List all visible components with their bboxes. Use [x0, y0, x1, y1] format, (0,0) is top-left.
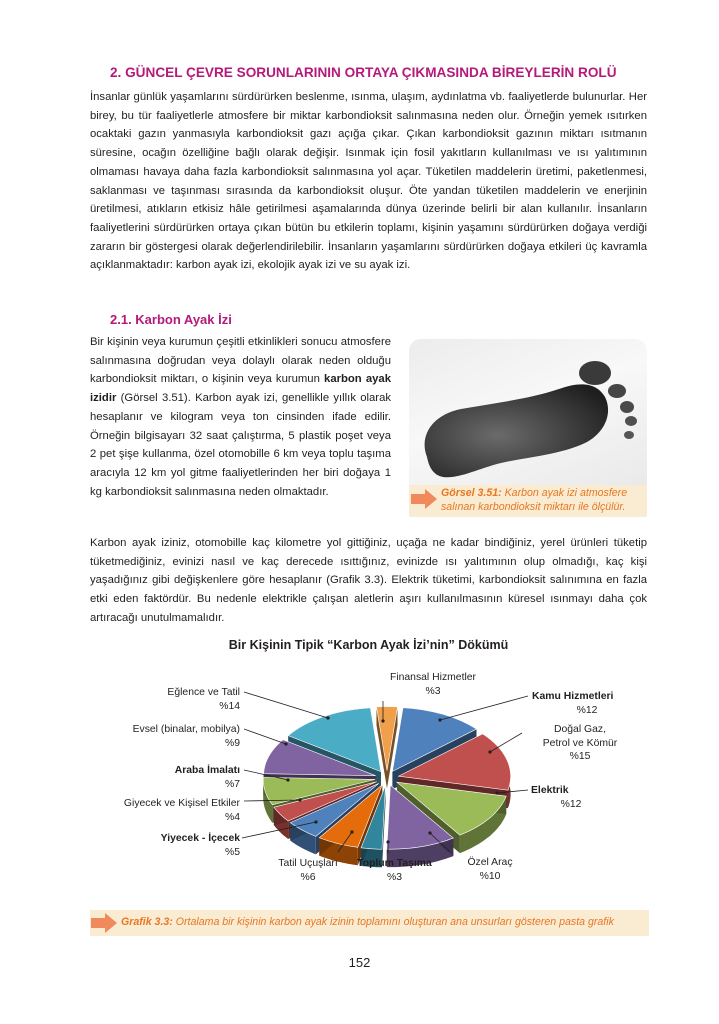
pie-leader-arrow [326, 716, 329, 719]
pie-label-percent: %12 [576, 704, 598, 716]
pie-label-name: Kamu Hizmetleri [532, 691, 614, 702]
pie-label-name: Tatil Uçuşları [278, 858, 338, 869]
pie-leader-arrow [381, 719, 384, 722]
pie-leader-line [244, 729, 286, 744]
pie-label-percent: %15 [569, 751, 591, 762]
chart-caption-text: Ortalama bir kişinin karbon ayak izinin toplamını oluşturan ana unsurları gösteren pasta grafik [175, 916, 614, 928]
pie-label-percent: %7 [224, 778, 240, 790]
pie-label-6 [268, 857, 348, 884]
pie-label-name: Özel Araç [467, 857, 513, 868]
subsection-heading: 2.1. Karbon Ayak İzi [110, 312, 232, 327]
pie-label-1 [532, 690, 642, 717]
pie-label-5 [347, 857, 442, 884]
paragraph-2-bold: karbon ayak izidir [90, 373, 392, 405]
pie-label-name: Doğal Gaz, [554, 724, 606, 735]
pie-label-10 [100, 723, 240, 750]
pie-label-name: Giyecek ve Kişisel Etkiler [123, 798, 240, 809]
pie-label-name: Elektrik [531, 785, 569, 796]
figure-caption-text: Karbon ayak izi atmosfere salınan karbondioksit miktarı ile ölçülür. [441, 487, 628, 513]
pie-leader-arrow [438, 718, 441, 721]
pie-label-3 [531, 784, 611, 811]
pie-label-percent: %4 [224, 811, 240, 823]
figure-caption-label: Görsel 3.51: [441, 487, 502, 499]
paragraph-2-after: (Görsel 3.51). Karbon ayak izi, genellikle yıllık olarak hesaplanır ve kilogram veya ton cinsinden ifade edilir. Örneğin bilgisayarı 32 saat çalıştırma, 5 plastik poşet veya 2 pet şişe kullanma, özel otomobille 6 km veya toplu taşıma aracıyla 12 km yol gitme faaliyetlerinden her biri doğaya 1 kg karbondioksit salınmasına neden olmaktadır. [90, 392, 391, 498]
pie-label-percent: %9 [224, 737, 240, 749]
pie-leader-arrow [428, 831, 431, 834]
pie-leader-arrow [298, 798, 301, 801]
pie-label-2 [520, 723, 640, 764]
pie-label-percent: %12 [560, 798, 582, 810]
page-number: 152 [348, 955, 371, 970]
pie-leader-arrow [488, 750, 491, 753]
arrow-icon [91, 913, 117, 933]
pie-leader-arrow [284, 742, 287, 745]
paragraph-calculation: Karbon ayak iziniz, otomobille kaç kilometre yol gittiğiniz, uçağa ne kadar bindiğiniz, yerel ürünleri tüketip tüketmediğiniz, evinizi nasıl ve kaç derecede ısıttığınız, evinizde ısı yalıtımının olup olmadığı, kaç kişi yaşadığınız gibi değişkenlere göre hesaplanır (Grafik 3.3). Elektrik tüketimi, karbondioksit salınımına en fazla etki eden faktördür. Bu nedenle elektrikle çalışan aletlerin aşırı kullanılmasının küresel ısınmayı daha çok artıracağı unutulmamalıdır. [90, 537, 647, 624]
pie-leader-arrow [314, 820, 317, 823]
pie-label-name: Evsel (binalar, mobilya) [132, 724, 240, 735]
chart-caption [121, 916, 646, 928]
pie-label-name: Petrol ve Kömür [542, 737, 618, 749]
pie-leader-arrow [286, 778, 289, 781]
pie-label-name: Eğlence ve Tatil [167, 687, 240, 698]
pie-leader-arrow [386, 840, 389, 843]
pie-label-name: Finansal Hizmetler [389, 672, 477, 683]
pie-label-percent: %3 [386, 871, 403, 883]
paragraph-2-before: Bir kişinin veya kurumun çeşitli etkinlikleri sonucu atmosfere salınmasına doğrudan veya dolaylı olarak neden olduğu karbondioksit miktarı, o kişinin veya kurumun [90, 336, 391, 386]
pie-label-percent: %3 [425, 685, 441, 697]
pie-label-11 [120, 686, 240, 713]
chart-title: Bir Kişinin Tipik “Karbon Ayak İzi’nin” Dökümü [228, 638, 509, 652]
pie-leader-line [440, 696, 528, 720]
pie-label-percent: %6 [300, 871, 316, 883]
pie-label-9 [140, 764, 240, 791]
pie-label-percent: %14 [219, 700, 240, 712]
pie-leader-arrow [495, 791, 498, 794]
pie-label-0 [373, 671, 493, 698]
pie-label-name: Yiyecek - İçecek [160, 833, 240, 844]
pie-leader-line [490, 733, 522, 752]
pie-label-7 [150, 832, 240, 859]
pie-label-name: Araba İmalatı [174, 765, 240, 776]
pie-label-percent: %10 [479, 870, 501, 882]
pie-label-percent: %5 [224, 846, 240, 858]
pie-label-8 [95, 797, 240, 824]
pie-leader-arrow [350, 830, 353, 833]
paragraph-intro: İnsanlar günlük yaşamlarını sürdürürken beslenme, ısınma, ulaşım, aydınlatma vb. faaliyetlerde bulunurlar. Her birey, bu tür faaliyetlerle atmosfere bir miktar karbondioksit salınmasına neden olur. Örneğin yemek ısıtırken ocaktaki gazın yanmasıyla karbondioksit gazı açığa çıkar. Çıkan karbondioksit gazının miktarı ısıtmanın süresine, ocağın özelliğine bağlı olarak değişir. Isınmak için fosil yakıtların kullanılması ve ısı yalıtımının olmaması havaya daha fazla karbondioksit salınmasına yol açar. Tüketilen maddelerin üretimi, paketlenmesi, saklanması ve taşınması sırasında da karbondioksit oluşur. Öte yandan tüketilen maddelerin ve enerjinin üretilmesi, atıkların etkisiz hâle getirilmesi aşamalarında dünya üzerinde belirli bir alan kullanılır. İnsanların faaliyetlerini sürdürürken ortaya çıkan bütün bu etkilerin toplamı, kişinin yaşamını sürdürürken doğaya verdiği zararın bir göstergesi olarak değerlendirilebilir. İnsanların yaşamlarını sürdürürken doğaya etkileri üç kavramla açıklanmaktadır: karbon ayak izi, ekolojik ayak izi ve su ayak izi. [90, 91, 647, 272]
section-heading: 2. GÜNCEL ÇEVRE SORUNLARININ ORTAYA ÇIKMASINDA BİREYLERİN ROLÜ [110, 65, 617, 80]
pie-leader-line [244, 692, 328, 718]
pie-label-name: Toplum Taşıma [357, 858, 432, 869]
pie-label-4 [445, 856, 535, 883]
chart-caption-label: Grafik 3.3: [121, 916, 173, 928]
